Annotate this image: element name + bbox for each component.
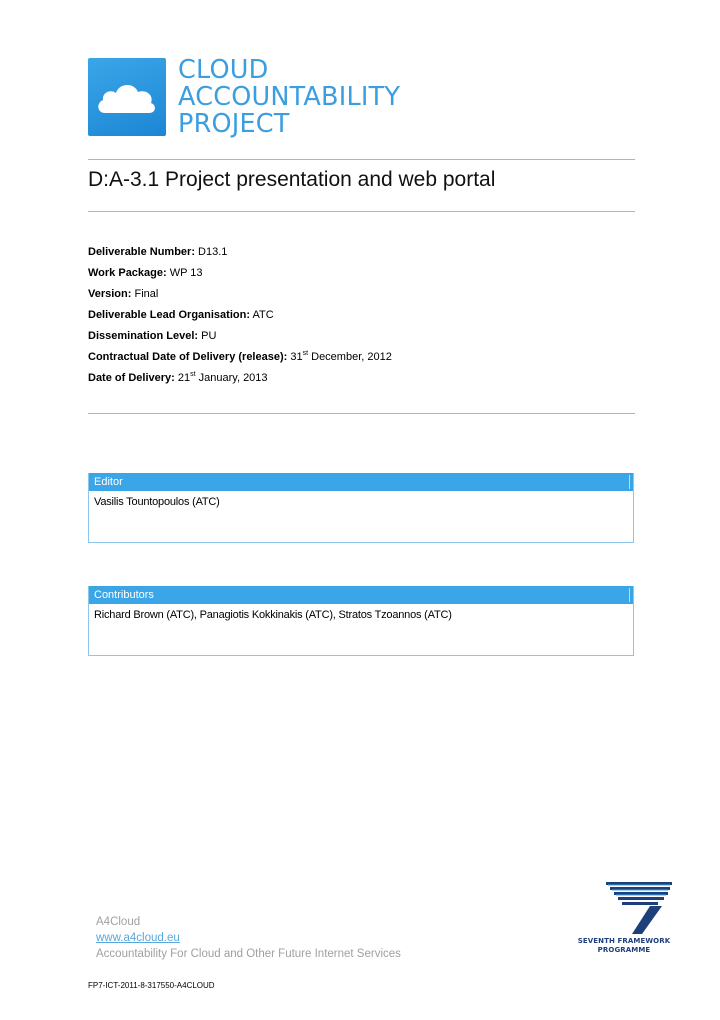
contributors-names: Richard Brown (ATC), Panagiotis Kokkinakis (ATC), Stratos Tzoannos (ATC) [94,609,452,621]
grant-number: FP7-ICT-2011-8-317550-A4CLOUD [88,981,215,990]
contributors-heading: Contributors [89,586,633,604]
fp7-caption: SEVENTH FRAMEWORK PROGRAMME [577,937,671,954]
editor-heading: Editor [89,473,633,491]
editor-panel [88,473,634,543]
cloud-logo-icon [88,58,166,136]
logo-line-3: PROJECT [178,109,290,139]
deliverable-metadata [88,245,392,392]
meta-delivery-date: Date of Delivery: 21st January, 2013 [88,371,268,384]
contributors-panel [88,586,634,656]
divider-top [88,159,635,160]
divider-meta [88,413,635,414]
page-title: D:A-3.1 Project presentation and web portal [88,168,496,191]
cloud-icon [88,58,166,136]
footer-block [96,914,401,962]
meta-lead-organisation: Deliverable Lead Organisation: ATC [88,309,274,321]
meta-work-package: Work Package: WP 13 [88,267,203,279]
divider-title [88,211,635,212]
editor-name: Vasilis Tountopoulos (ATC) [94,496,220,508]
meta-dissemination-level: Dissemination Level: PU [88,330,217,342]
meta-deliverable-number: Deliverable Number: D13.1 [88,246,228,258]
logo-line-1: CLOUD [178,55,269,85]
footer-tagline: Accountability For Cloud and Other Future Internet Services [96,948,401,960]
meta-contractual-date: Contractual Date of Delivery (release): 31st December, 2012 [88,350,392,363]
footer-website-link[interactable]: www.a4cloud.eu [96,932,180,944]
meta-version: Version: Final [88,288,159,300]
logo-wordmark [178,57,438,138]
footer-org: A4Cloud [96,916,141,928]
logo-line-2: ACCOUNTABILITY [178,82,401,112]
